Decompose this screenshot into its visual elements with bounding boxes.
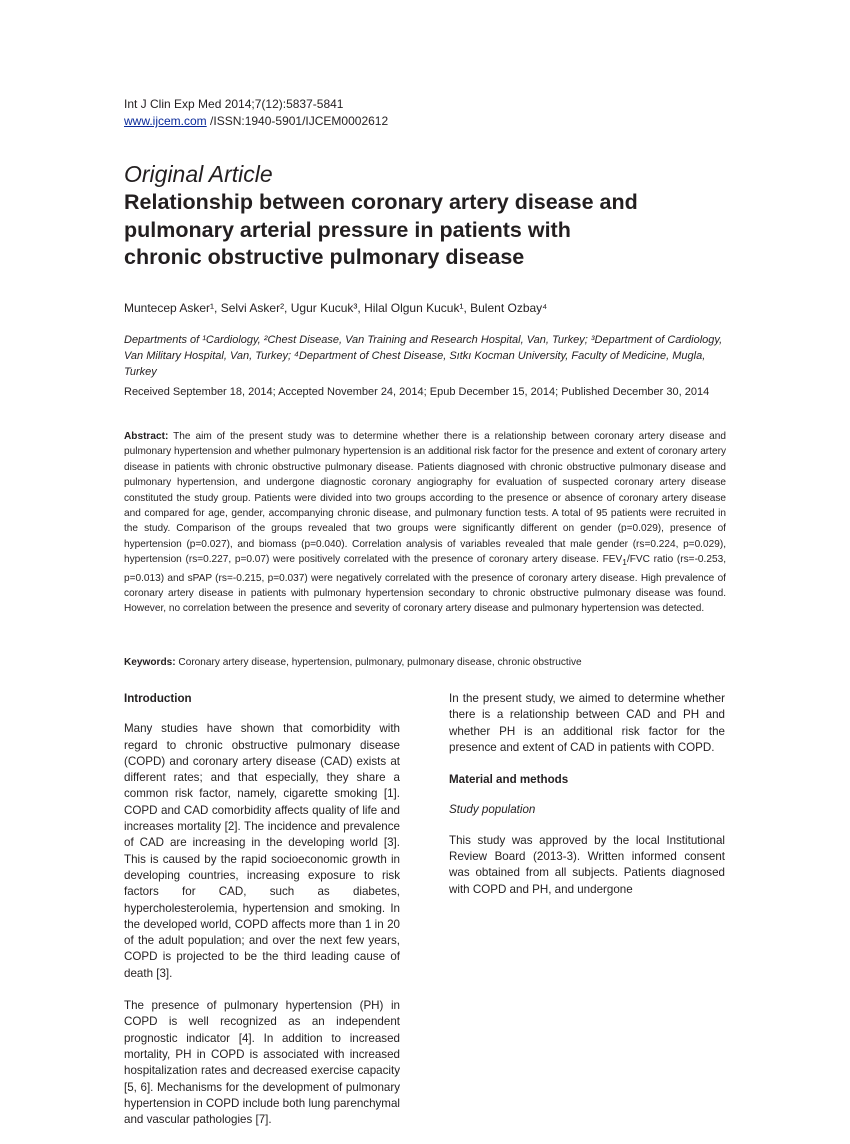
section-heading-methods: Material and methods <box>449 773 569 787</box>
abstract-text: /FVC ratio (rs=-0.253, p=0.013) and sPAP (rs=-0.215, p=0.037) were negatively correlated with the presence of coronary artery disease. High prevalence of coronary artery disease in patients with pulmonary hypertension secondary to chronic obstructive pulmonary disease was found. However, no correlation between the presence and severity of coronary artery disease and pulmonary hypertension was detected. <box>124 554 726 615</box>
body-paragraph: In the present study, we aimed to determine whether there is a relationship between CAD and PH and whether PH is an additional risk factor for the presence and extent of CAD in patients with COPD. <box>449 692 725 754</box>
body-column-left <box>124 691 400 1144</box>
article-title-line: pulmonary arterial pressure in patients with <box>124 217 571 242</box>
journal-url-line <box>124 113 388 130</box>
abstract-text: The aim of the present study was to determine whether there is a relationship between coronary artery disease and pulmonary hypertension and whether pulmonary hypertension is an additional risk factor for the presence and extent of coronary artery disease in patients with chronic obstructive pulmonary disease. Patients diagnosed with chronic obstructive pulmonary disease and pulmonary hypertension, and undergone diagnostic coronary angiography for evaluation of suspected coronary artery disease constituted the study group. Patients were divided into two groups according to the presence or absence of coronary artery disease and compared for age, gender, accompanying chronic disease, and pulmonary function tests. A total of 95 patients were recruited in the study. Comparison of the groups revealed that two groups were significantly different on gender (p=0.029), presence of hypertension (p=0.027), and biomass (p=0.040). Correlation analysis of variables revealed that male gender (rs=0.224, p=0.029), hypertension (rs=0.227, p=0.07) were positively correlated with the presence of coronary artery disease. FEV <box>124 431 726 566</box>
affiliations: Departments of ¹Cardiology, ²Chest Disease, Van Training and Research Hospital, Van, Turkey; ³Department of Cardiology, Van Military Hospital, Van, Turkey; ⁴Department of Chest Disease, Sıtkı Kocman University, Faculty of Medicine, Mugla, Turkey <box>124 334 723 378</box>
subsection-heading-study-population: Study population <box>449 803 536 817</box>
keywords-label: Keywords: <box>124 657 176 668</box>
body-paragraph: This study was approved by the local Institutional Review Board (2013-3). Written informed consent was obtained from all subjects. Patients diagnosed with COPD and PH, and undergone <box>449 833 725 896</box>
abstract <box>124 429 726 617</box>
section-heading-introduction: Introduction <box>124 692 192 705</box>
journal-info <box>124 96 388 130</box>
body-column-right <box>449 691 725 914</box>
article-title-line: Relationship between coronary artery disease and <box>124 190 638 214</box>
article-title-line: chronic obstructive pulmonary disease <box>124 245 525 269</box>
publication-dates: Received September 18, 2014; Accepted November 24, 2014; Epub December 15, 2014; Published December 30, 2014 <box>124 386 710 398</box>
keywords <box>124 655 726 670</box>
article-type: Original Article <box>124 161 273 187</box>
journal-issn: /ISSN:1940-5901/IJCEM0002612 <box>206 114 389 128</box>
journal-link[interactable]: www.ijcem.com <box>124 114 207 128</box>
body-paragraph: Many studies have shown that comorbidity with regard to chronic obstructive pulmonary disease (COPD) and coronary artery disease (CAD) exists at different rates; and that especially, they share a common risk factor, namely, cigarette smoking [1]. COPD and CAD comorbidity affects quality of life and increases mortality [2]. The incidence and prevalence of CAD are increasing in the developing world [3]. This is caused by the rapid socioeconomic growth in developing countries, increasing exposure to risk factors for CAD, such as diabetes, hypercholesterolemia, hypertension and smoking. In the developed world, COPD affects more than 1 in 20 of the adult population; and over the next few years, COPD is projected to be the third leading cause of death [3]. <box>124 722 400 980</box>
abstract-label: Abstract: <box>124 431 169 442</box>
article-title <box>124 189 744 272</box>
body-paragraph: The presence of pulmonary hypertension (PH) in COPD is well recognized as an independent prognostic indicator [4]. In addition to increased mortality, PH in COPD is associated with increased hospitalization rates and decreased exercise capacity [5, 6]. Mechanisms for the development of pulmonary hypertension in COPD include both lung parenchymal and vascular pathologies [7]. <box>124 999 400 1127</box>
abstract-subscript: 1 <box>622 557 627 568</box>
author-list: Muntecep Asker¹, Selvi Asker², Ugur Kucuk³, Hilal Olgun Kucuk¹, Bulent Ozbay⁴ <box>124 301 548 315</box>
journal-citation: Int J Clin Exp Med 2014;7(12):5837-5841 <box>124 97 344 111</box>
keywords-text: Coronary artery disease, hypertension, pulmonary, pulmonary disease, chronic obstructive <box>175 657 582 668</box>
